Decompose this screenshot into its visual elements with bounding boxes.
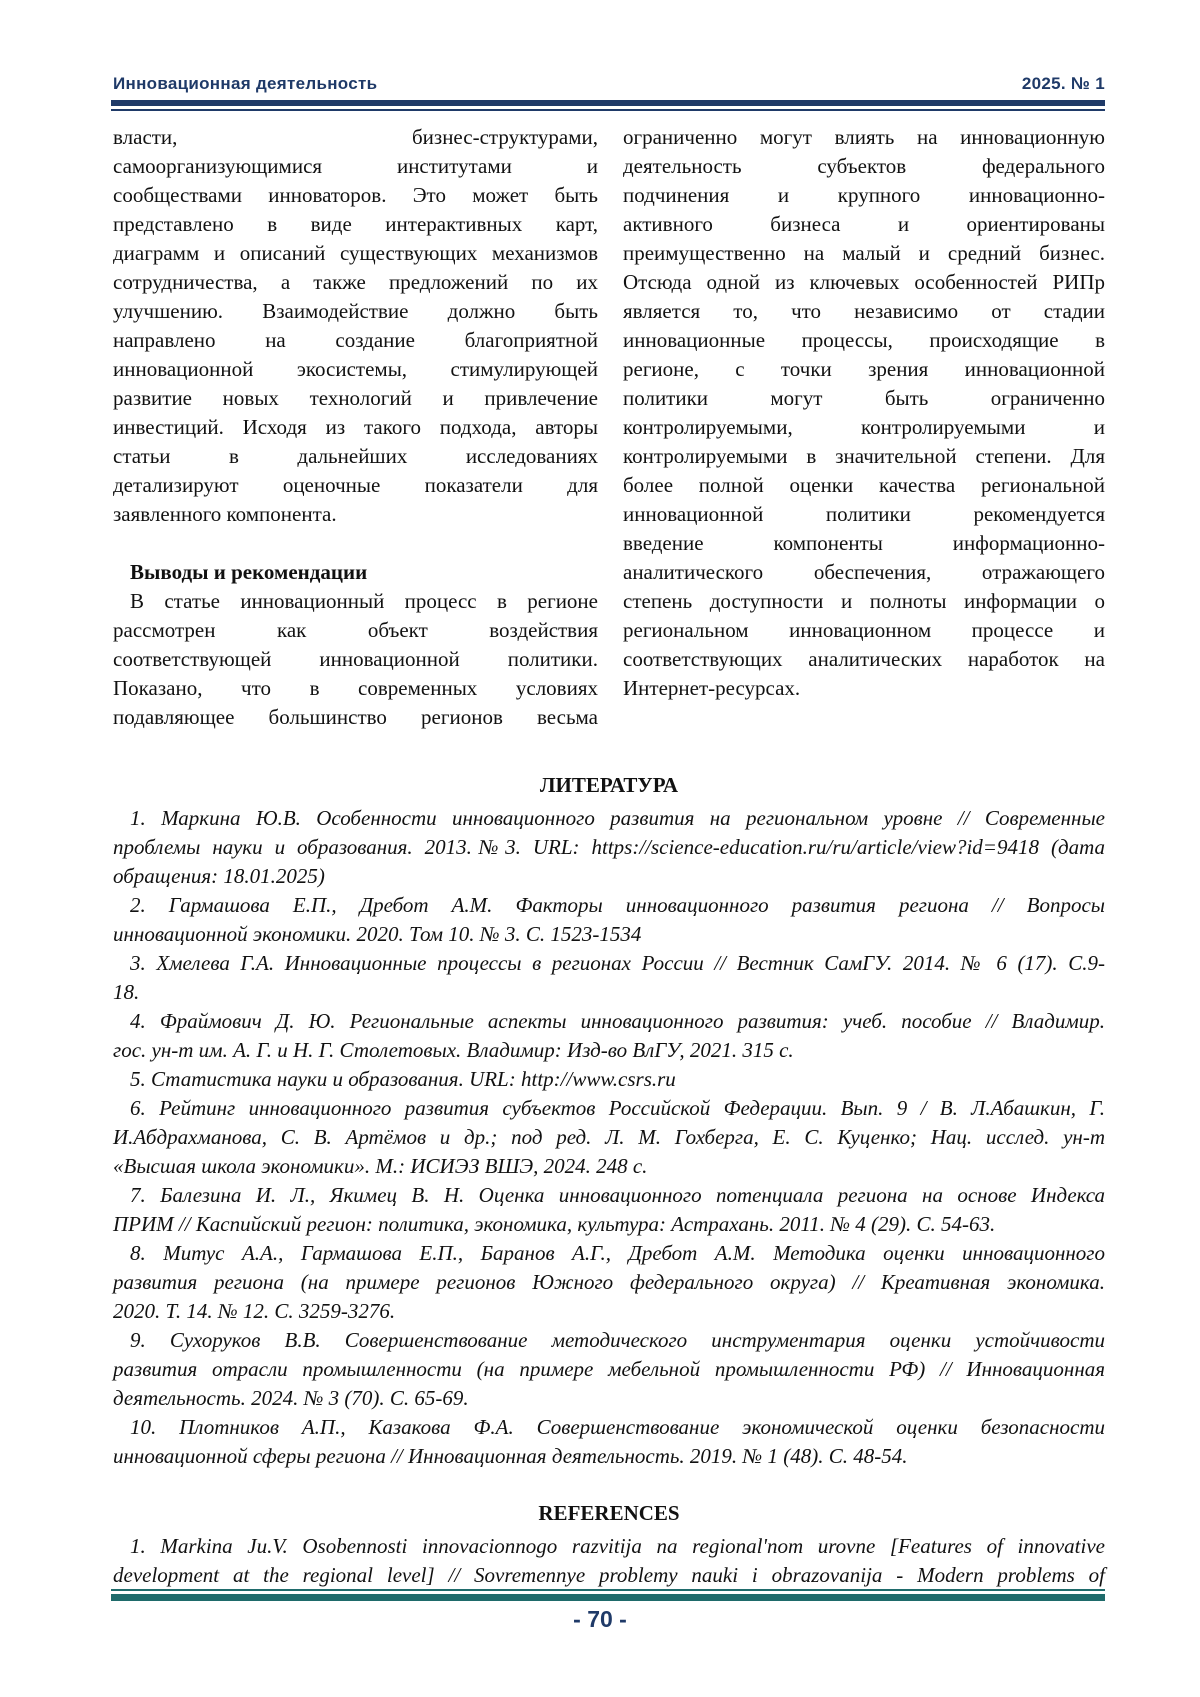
footer-rule-thick — [111, 1594, 1105, 1601]
text-line: 10. Плотников А.П., Казакова Ф.А. Совершенствование экономической оценки безопасности — [113, 1413, 1105, 1442]
left-column — [113, 123, 598, 732]
text-line: 18. — [113, 978, 1105, 1007]
header-rule-thin — [111, 109, 1105, 111]
text-line: соответствующей инновационной политики. — [113, 645, 598, 674]
text-line: статьи в дальнейших исследованиях — [113, 442, 598, 471]
text-line: подчинения и крупного инновационно- — [623, 181, 1105, 210]
reference-item — [113, 1007, 1105, 1065]
reference-item — [113, 1065, 1105, 1094]
footer-rule-thin — [111, 1589, 1105, 1591]
text-line: является то, что независимо от стадии — [623, 297, 1105, 326]
text-line: развития региона (на примере регионов Южного федерального округа) // Креативная экономика. — [113, 1268, 1105, 1297]
literature-list — [113, 804, 1105, 1471]
paragraph — [113, 587, 598, 732]
text-line: 8. Митус А.А., Гармашова Е.П., Баранов А.Г., Дребот А.М. Методика оценки инновационного — [113, 1239, 1105, 1268]
text-line: development at the regional level] // Sovremennye problemy nauki i obrazovanija - Modern problems of — [113, 1561, 1105, 1590]
reference-item — [113, 1181, 1105, 1239]
references-heading: REFERENCES — [113, 1499, 1105, 1528]
text-line: преимущественно на малый и средний бизнес. — [623, 239, 1105, 268]
text-line: детализируют оценочные показатели для — [113, 471, 598, 500]
reference-item — [113, 949, 1105, 1007]
section-heading: Выводы и рекомендации — [113, 558, 598, 587]
text-line: заявленного компонента. — [113, 500, 598, 529]
reference-item — [113, 891, 1105, 949]
text-line: 7. Балезина И. Л., Якимец В. Н. Оценка инновационного потенциала региона на основе Индекса — [113, 1181, 1105, 1210]
text-line: диаграмм и описаний существующих механизмов — [113, 239, 598, 268]
text-line: гос. ун-т им. А. Г. и Н. Г. Столетовых. Владимир: Изд-во ВлГУ, 2021. 315 с. — [113, 1036, 1105, 1065]
text-line: проблемы науки и образования. 2013.№3. URL: https://science-education.ru/ru/article/view?id=9418 (дата — [113, 833, 1105, 862]
text-line: сообществами инноваторов. Это может быть — [113, 181, 598, 210]
issue-number: 2025. № 1 — [1022, 74, 1105, 94]
paragraph — [623, 123, 1105, 703]
literature-heading: ЛИТЕРАТУРА — [113, 771, 1105, 800]
reference-item — [113, 1094, 1105, 1181]
text-line: представлено в виде интерактивных карт, — [113, 210, 598, 239]
text-line: 1. Markina Ju.V. Osobennosti innovacionnogo razvitija na regional'nom urovne [Features of innovative — [113, 1532, 1105, 1561]
text-line: ПРИМ // Каспийский регион: политика, экономика, культура: Астрахань. 2011. № 4 (29). С. 54-63. — [113, 1210, 1105, 1239]
references-list — [113, 1532, 1105, 1590]
text-line: улучшению. Взаимодействие должно быть — [113, 297, 598, 326]
text-line: инновационной экономики. 2020. Том 10. № 3. С. 1523-1534 — [113, 920, 1105, 949]
reference-item — [113, 1413, 1105, 1471]
text-line: В статье инновационный процесс в регионе — [113, 587, 598, 616]
text-line: аналитического обеспечения, отражающего — [623, 558, 1105, 587]
text-line: более полной оценки качества региональной — [623, 471, 1105, 500]
reference-item — [113, 804, 1105, 891]
text-line: инвестиций. Исходя из такого подхода, авторы — [113, 413, 598, 442]
reference-item — [113, 1532, 1105, 1590]
text-line: инновационной сферы региона // Инновационная деятельность. 2019. № 1 (48). С. 48-54. — [113, 1442, 1105, 1471]
right-column — [623, 123, 1105, 703]
text-line: развитие новых технологий и привлечение — [113, 384, 598, 413]
text-line: деятельность субъектов федерального — [623, 152, 1105, 181]
text-line: активного бизнеса и ориентированы — [623, 210, 1105, 239]
text-line: «Высшая школа экономики». М.: ИСИЭЗ ВШЭ, 2024. 248 с. — [113, 1152, 1105, 1181]
text-line: Отсюда одной из ключевых особенностей РИПр — [623, 268, 1105, 297]
text-line: рассмотрен как объект воздействия — [113, 616, 598, 645]
text-line: 5. Статистика науки и образования. URL: http://www.csrs.ru — [113, 1065, 1105, 1094]
text-line: регионе, с точки зрения инновационной — [623, 355, 1105, 384]
text-line: контролируемыми, контролируемыми и — [623, 413, 1105, 442]
text-line: соответствующих аналитических наработок на — [623, 645, 1105, 674]
text-line: 2020. Т. 14. № 12. С. 3259-3276. — [113, 1297, 1105, 1326]
text-line: инновационной экосистемы, стимулирующей — [113, 355, 598, 384]
header-rule-thick — [111, 100, 1105, 106]
text-line: Показано, что в современных условиях — [113, 674, 598, 703]
text-line: 4. Фраймович Д. Ю. Региональные аспекты инновационного развития: учеб. пособие // Владимир. — [113, 1007, 1105, 1036]
text-line: Интернет-ресурсах. — [623, 674, 1105, 703]
text-line: региональном инновационном процессе и — [623, 616, 1105, 645]
text-line: обращения: 18.01.2025) — [113, 862, 1105, 891]
text-line: направлено на создание благоприятной — [113, 326, 598, 355]
text-line: 2. Гармашова Е.П., Дребот А.М. Факторы инновационного развития региона // Вопросы — [113, 891, 1105, 920]
text-line: степень доступности и полноты информации о — [623, 587, 1105, 616]
text-line: подавляющее большинство регионов весьма — [113, 703, 598, 732]
text-line: 1. Маркина Ю.В. Особенности инновационного развития на региональном уровне // Современные — [113, 804, 1105, 833]
text-line: И.Абдрахманова, С. В. Артёмов и др.; под ред. Л. М. Гохберга, Е. С. Куценко; Нац. исслед. ун-т — [113, 1123, 1105, 1152]
journal-title: Инновационная деятельность — [113, 74, 377, 94]
paragraph — [113, 123, 598, 529]
text-line: инновационной политики рекомендуется — [623, 500, 1105, 529]
text-line: контролируемыми в значительной степени. Для — [623, 442, 1105, 471]
spacer — [113, 529, 598, 558]
text-line: власти, бизнес-структурами, — [113, 123, 598, 152]
reference-item — [113, 1239, 1105, 1326]
reference-item — [113, 1326, 1105, 1413]
text-line: политики могут быть ограниченно — [623, 384, 1105, 413]
text-line: введение компоненты информационно- — [623, 529, 1105, 558]
text-line: развития отрасли промышленности (на примере мебельной промышленности РФ) // Инновационная — [113, 1355, 1105, 1384]
text-line: 6. Рейтинг инновационного развития субъектов Российской Федерации. Вып. 9 / В. Л.Абашкин, Г. — [113, 1094, 1105, 1123]
text-line: ограниченно могут влиять на инновационную — [623, 123, 1105, 152]
text-line: деятельность. 2024. № 3 (70). С. 65-69. — [113, 1384, 1105, 1413]
text-line: 3. Хмелева Г.А. Инновационные процессы в регионах России // Вестник СамГУ. 2014. № 6 (17). С.9- — [113, 949, 1105, 978]
text-line: инновационные процессы, происходящие в — [623, 326, 1105, 355]
text-line: 9. Сухоруков В.В. Совершенствование методического инструментария оценки устойчивости — [113, 1326, 1105, 1355]
page-number: - 70 - — [0, 1606, 1200, 1633]
text-line: самоорганизующимися институтами и — [113, 152, 598, 181]
text-line: сотрудничества, а также предложений по их — [113, 268, 598, 297]
